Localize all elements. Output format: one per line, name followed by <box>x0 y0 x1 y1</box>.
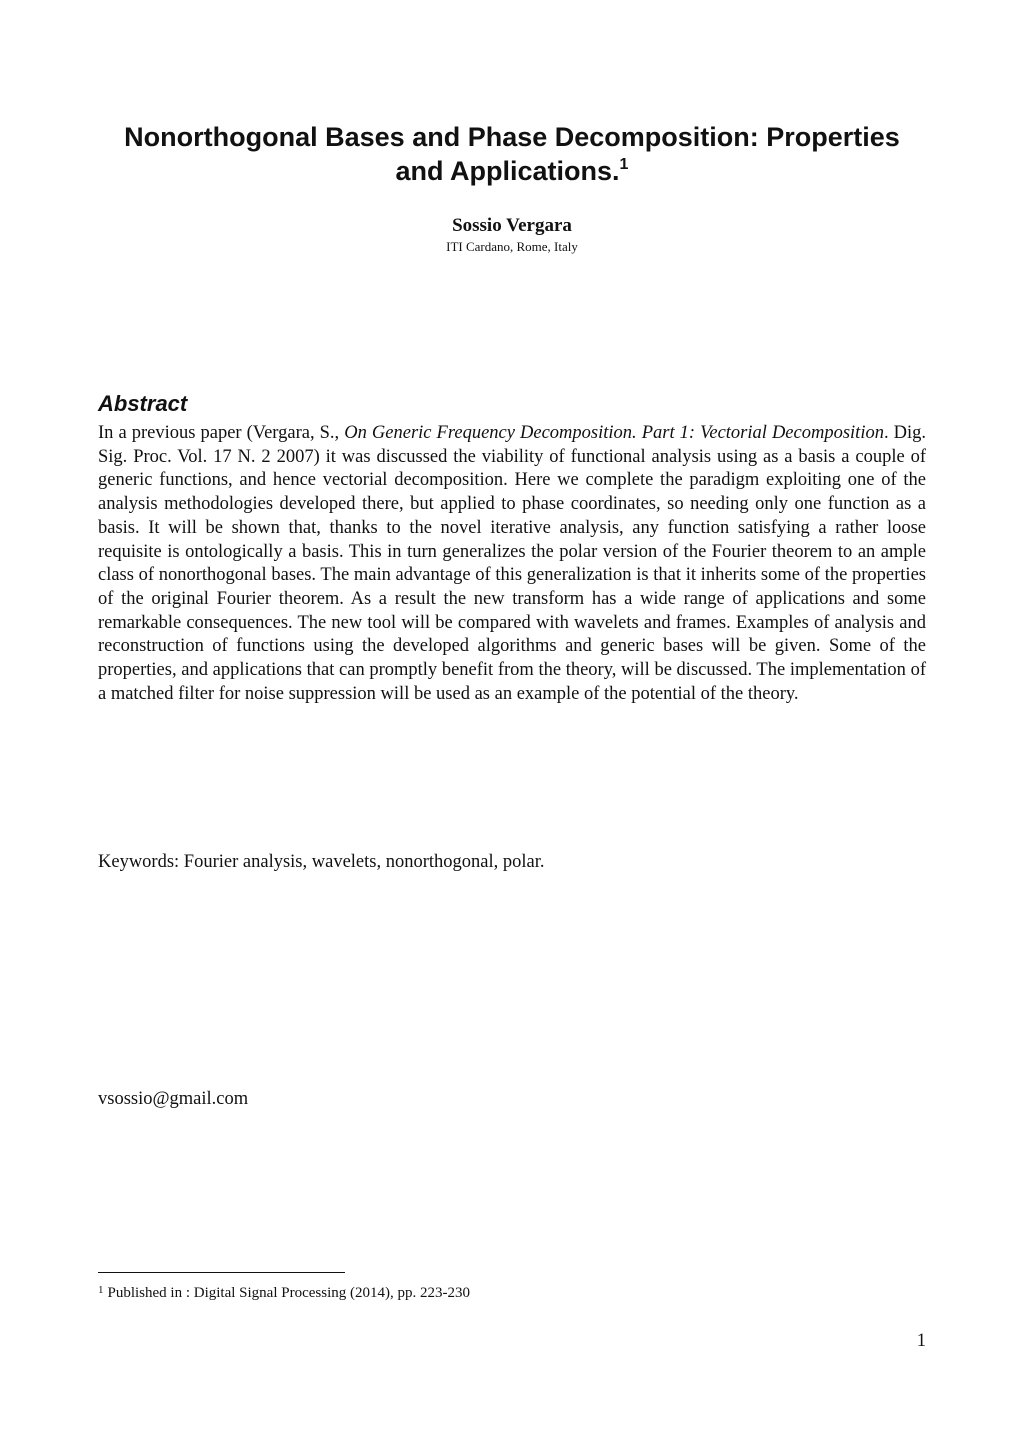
title-line-1: Nonorthogonal Bases and Phase Decomposition: Properties <box>124 122 900 152</box>
title-footnote-mark: 1 <box>619 156 629 173</box>
keywords: Keywords: Fourier analysis, wavelets, nonorthogonal, polar. <box>98 852 545 872</box>
abstract-heading: Abstract <box>98 391 188 416</box>
page-number: 1 <box>916 1331 926 1351</box>
footnote-text: Published in : Digital Signal Processing (2014), pp. 223-230 <box>107 1285 470 1301</box>
footnote <box>98 1283 470 1303</box>
abstract-cited-title: On Generic Frequency Decomposition. Part 1: Vectorial Decomposition <box>344 423 884 443</box>
author-affiliation: ITI Cardano, Rome, Italy <box>446 239 578 254</box>
footnote-divider <box>98 1272 345 1273</box>
abstract-body <box>98 422 926 706</box>
author-email: vsossio@gmail.com <box>98 1089 249 1109</box>
footnote-mark: 1 <box>98 1284 104 1296</box>
abstract-intro: In a previous paper (Vergara, S., <box>98 423 345 443</box>
abstract-text: . Dig. Sig. Proc. Vol. 17 N. 2 2007) it was discussed the viability of functional analysis using as a basis a couple of generic functions, and hence vectorial decomposition. Here we complete the paradigm exploiting one of the analysis methodologies developed there, but applied to phase coordinates, so needing only one function as a basis. It will be shown that, thanks to the novel iterative analysis, any function satisfying a rather loose requisite is ontologically a basis. This in turn generalizes the polar version of the Fourier theorem to an ample class of nonorthogonal bases. The main advantage of this generalization is that it inherits some of the properties of the original Fourier theorem. As a result the new transform has a wide range of applications and some remarkable consequences. The new tool will be compared with wavelets and frames. Examples of analysis and reconstruction of functions using the developed algorithms and generic bases will be given. Some of the properties, and applications that can promptly benefit from the theory, will be discussed. The implementation of a matched filter for noise suppression will be used as an example of the potential of the theory. <box>98 423 927 704</box>
paper-title <box>90 120 934 188</box>
author-name: Sossio Vergara <box>452 215 572 236</box>
title-line-2: and Applications. <box>395 156 620 186</box>
